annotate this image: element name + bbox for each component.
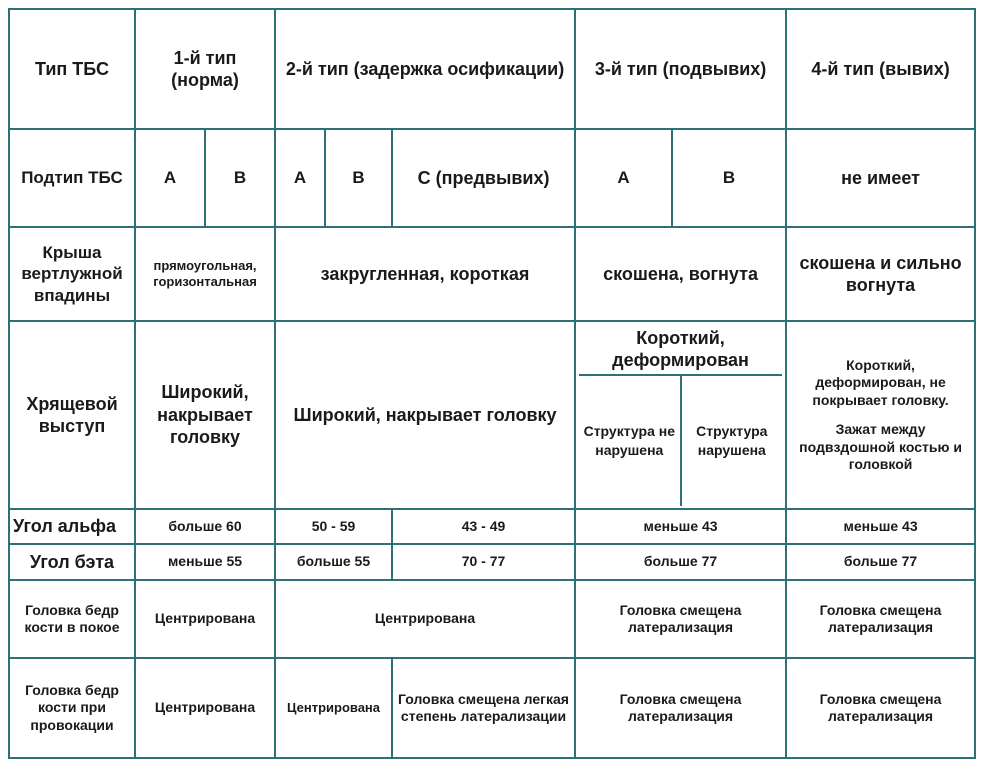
alpha-row	[9, 509, 975, 544]
type4-header: 4-й тип (вывих)	[786, 9, 975, 129]
provocation-type2ab: Центрирована	[275, 658, 392, 758]
beta-label: Угол бэта	[9, 544, 135, 580]
hip-dysplasia-classification-table	[8, 8, 976, 759]
alpha-type2c: 43 - 49	[392, 509, 575, 544]
subtype-4: не имеет	[786, 129, 975, 227]
subtype-2a: A	[275, 129, 325, 227]
subtype-3b: B	[672, 129, 786, 227]
subtype-1b: B	[205, 129, 275, 227]
roof-type2: закругленная, короткая	[275, 227, 575, 321]
provocation-row	[9, 658, 975, 758]
cartilage-type4-line1: Короткий, деформирован, не покрывает головку.	[812, 356, 949, 408]
header-row	[9, 9, 975, 129]
subtype-3a: A	[575, 129, 672, 227]
alpha-type3: меньше 43	[575, 509, 786, 544]
subtype-1a: A	[135, 129, 205, 227]
provocation-type1: Центрирована	[135, 658, 275, 758]
cartilage-type4	[786, 321, 975, 509]
subtype-2c: C (предвывих)	[392, 129, 575, 227]
type2-header: 2-й тип (задержка осификации)	[275, 9, 575, 129]
rest-type4: Головка смещена латерализация	[786, 580, 975, 658]
rest-row	[9, 580, 975, 658]
rest-type3: Головка смещена латерализация	[575, 580, 786, 658]
subtype-label: Подтип ТБС	[9, 129, 135, 227]
beta-type4: больше 77	[786, 544, 975, 580]
cartilage-type3b: Структура нарушена	[680, 376, 783, 506]
beta-type3: больше 77	[575, 544, 786, 580]
beta-type1: меньше 55	[135, 544, 275, 580]
roof-label: Крыша вертлужной впадины	[9, 227, 135, 321]
beta-type2ab: больше 55	[275, 544, 392, 580]
cartilage-row	[9, 321, 975, 509]
subtype-2b: B	[325, 129, 392, 227]
cartilage-label: Хрящевой выступ	[9, 321, 135, 509]
alpha-type4: меньше 43	[786, 509, 975, 544]
cartilage-type3a: Структура не нарушена	[583, 423, 675, 458]
cartilage-type3-subcells	[579, 376, 782, 506]
subtype-row	[9, 129, 975, 227]
roof-type4: скошена и сильно вогнута	[786, 227, 975, 321]
provocation-label: Головка бедр кости при провокации	[9, 658, 135, 758]
rest-type1: Центрирована	[135, 580, 275, 658]
beta-row	[9, 544, 975, 580]
type1-header: 1-й тип (норма)	[135, 9, 275, 129]
roof-type1: прямоугольная, горизонтальная	[135, 227, 275, 321]
cartilage-type4-line2: Зажат между подвздошной костью и головкой	[799, 421, 962, 472]
roof-row	[9, 227, 975, 321]
rest-type2: Центрирована	[275, 580, 575, 658]
cartilage-type3-main: Короткий, деформирован	[579, 324, 782, 376]
alpha-label: Угол альфа	[9, 509, 135, 544]
alpha-type1: больше 60	[135, 509, 275, 544]
alpha-type2ab: 50 - 59	[275, 509, 392, 544]
cartilage-type2: Широкий, накрывает головку	[275, 321, 575, 509]
cartilage-type3	[575, 321, 786, 509]
beta-type2c: 70 - 77	[392, 544, 575, 580]
roof-type3: скошена, вогнута	[575, 227, 786, 321]
type3-header: 3-й тип (подвывих)	[575, 9, 786, 129]
rest-label: Головка бедр кости в покое	[9, 580, 135, 658]
provocation-type4: Головка смещена латерализация	[786, 658, 975, 758]
tbs-table-container	[8, 8, 976, 759]
cartilage-type1: Широкий, накрывает головку	[135, 321, 275, 509]
provocation-type2c: Головка смещена легкая степень латерализации	[392, 658, 575, 758]
type-label-cell: Тип ТБС	[9, 9, 135, 129]
provocation-type3: Головка смещена латерализация	[575, 658, 786, 758]
